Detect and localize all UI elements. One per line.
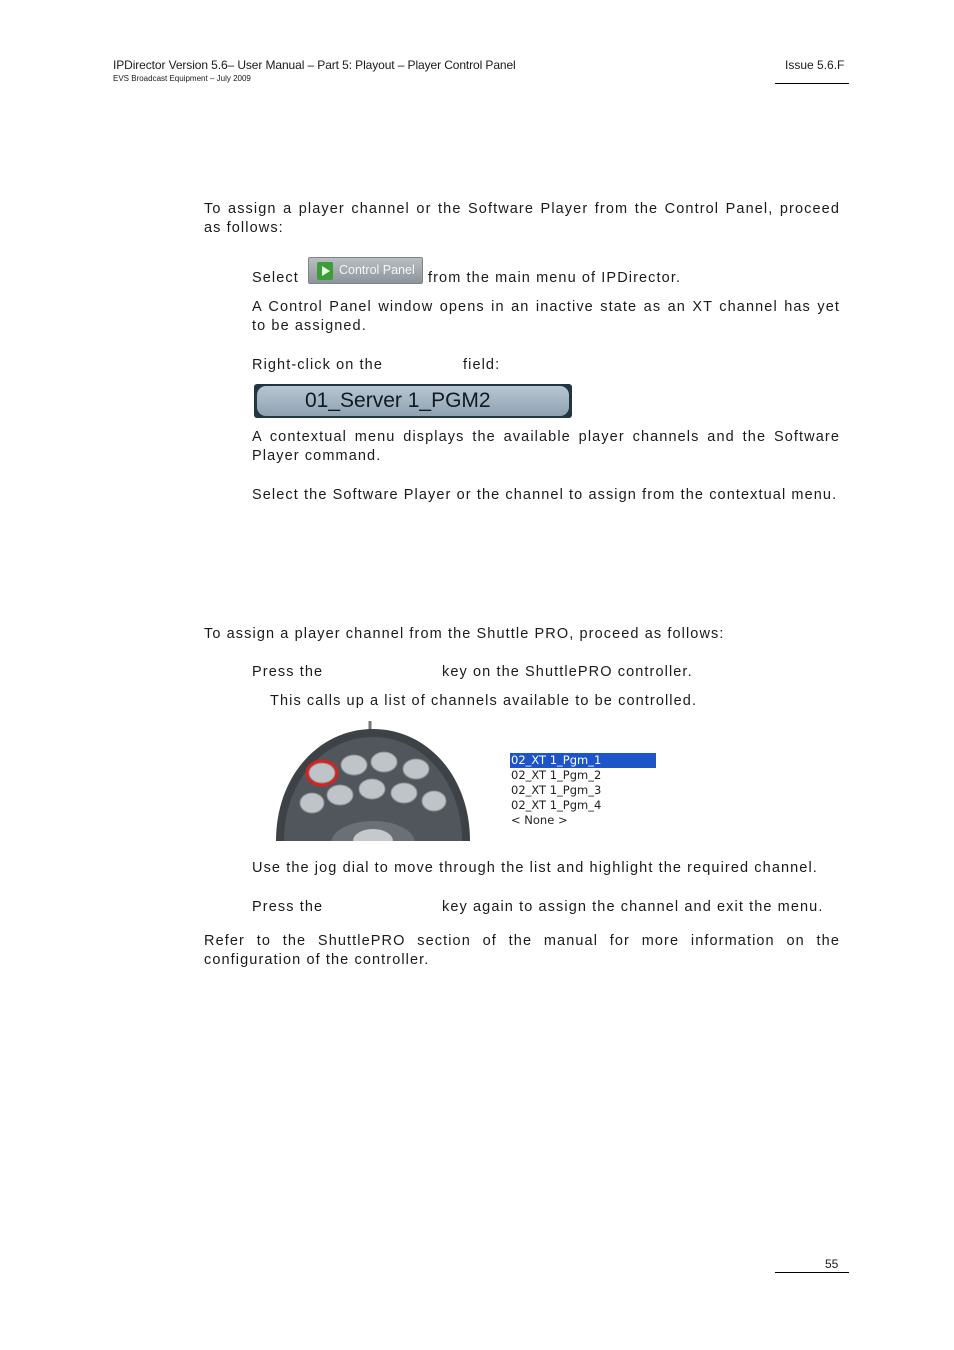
s2-step1-result: This calls up a list of channels available to be controlled. [270, 693, 698, 709]
header-subtitle: EVS Broadcast Equipment – July 2009 [113, 74, 251, 83]
step2-pre-text: Right-click on the [252, 357, 384, 373]
step2-post-text: field: [463, 357, 501, 373]
s2-step1-pre-text: Press the [252, 664, 324, 680]
channel-name-field[interactable] [254, 384, 572, 418]
channel-list-item[interactable]: 02_XT 1_Pgm_4 [511, 798, 602, 812]
footer-rule [775, 1272, 849, 1273]
section1-intro: To assign a player channel or the Software Player from the Control Panel, proceed as follows: [204, 201, 840, 236]
header-issue: Issue 5.6.F [785, 58, 845, 72]
header-title: IPDirector Version 5.6– User Manual – Part 5: Playout – Player Control Panel [113, 58, 516, 72]
channel-list-item[interactable]: 02_XT 1_Pgm_1 [510, 753, 656, 768]
shuttlepro-controller-image [274, 721, 472, 841]
step1-post-text: from the main menu of IPDirector. [428, 270, 682, 286]
control-panel-button[interactable] [308, 257, 423, 284]
channel-name-value: 01_Server 1_PGM2 [257, 386, 569, 416]
channel-list [510, 753, 656, 828]
play-icon [317, 262, 333, 280]
s2-step3-post-text: key again to assign the channel and exit the menu. [442, 899, 824, 915]
header-rule [775, 83, 849, 84]
section2-intro: To assign a player channel from the Shuttle PRO, proceed as follows: [204, 626, 725, 642]
s2-step1-post-text: key on the ShuttlePRO controller. [442, 664, 693, 680]
s2-step3-pre-text: Press the [252, 899, 324, 915]
channel-list-item[interactable]: 02_XT 1_Pgm_2 [511, 768, 602, 782]
channel-list-item[interactable]: 02_XT 1_Pgm_3 [511, 783, 602, 797]
step1-result: A Control Panel window opens in an inactive state as an XT channel has yet to be assigned. [252, 299, 840, 334]
section2-outro: Refer to the ShuttlePRO section of the manual for more information on the configuration of the controller. [204, 933, 840, 968]
step1-pre-text: Select [252, 270, 299, 286]
control-panel-button-label: Control Panel [339, 263, 415, 277]
page-number: 55 [825, 1257, 839, 1271]
s2-step2-text: Use the jog dial to move through the list and highlight the required channel. [252, 860, 818, 876]
step2-result: A contextual menu displays the available player channels and the Software Player command. [252, 429, 840, 464]
channel-list-item[interactable]: < None > [511, 813, 568, 827]
step3-text: Select the Software Player or the channel to assign from the contextual menu. [252, 487, 838, 503]
